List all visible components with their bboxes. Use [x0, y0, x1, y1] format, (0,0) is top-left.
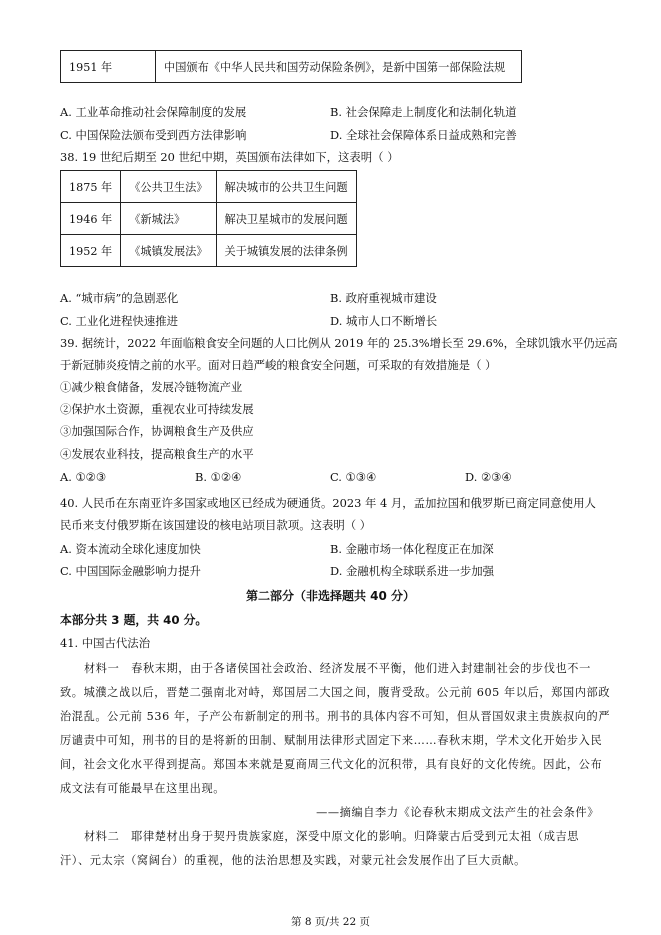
- q40-stem-line1: 40. 人民币在东南亚许多国家或地区已经成为硬通货。2023 年 4 月，孟加拉国和俄罗斯已商定同意使用人: [60, 496, 596, 510]
- q40-option-d: D. 金融机构全球联系进一步加强: [330, 564, 495, 578]
- table-cell-text: 中国颁布《中华人民共和国劳动保险条例》，是新中国第一部保险法规: [156, 51, 522, 83]
- q37-option-a: A. 工业革命推动社会保障制度的发展: [60, 105, 247, 119]
- q39-item-3: ③加强国际合作，协调粮食生产及供应: [60, 424, 254, 438]
- table-cell-desc: 解决卫星城市的发展问题: [216, 203, 356, 235]
- uk-laws-table: [60, 170, 357, 267]
- q41-material1-source: ——摘编自李力《论春秋末期成文法产生的社会条件》: [316, 806, 599, 819]
- q37-option-d: D. 全球社会保障体系日益成熟和完善: [330, 128, 517, 142]
- q40-option-a: A. 资本流动全球化速度加快: [60, 542, 201, 556]
- q40-option-b: B. 金融市场一体化程度正在加深: [330, 542, 494, 556]
- q39-option-b: B. ①②④: [195, 470, 242, 484]
- q41-material2-line: 材料二 耶律楚材出身于契丹贵族家庭，深受中原文化的影响。归降蒙古后受到元太祖（成吉思: [84, 830, 580, 843]
- q40-stem-line2: 民币来支付俄罗斯在该国建设的核电站项目款项。这表明（ ）: [60, 518, 372, 532]
- q39-item-2: ②保护水土资源，重视农业可持续发展: [60, 402, 254, 416]
- q38-option-c: C. 工业化进程快速推进: [60, 314, 179, 328]
- insurance-law-table: [60, 50, 522, 83]
- table-row: [61, 171, 357, 203]
- q39-stem-line2: 于新冠肺炎疫情之前的水平。面对日趋严峻的粮食安全问题，可采取的有效措施是（ ）: [60, 358, 497, 372]
- q39-item-4: ④发展农业科技，提高粮食生产的水平: [60, 447, 254, 461]
- q39-item-1: ①减少粮食储备，发展冷链物流产业: [60, 380, 243, 394]
- table-cell-law: 《公共卫生法》: [121, 171, 216, 203]
- table-cell-law: 《城镇发展法》: [121, 235, 216, 267]
- table-cell-law: 《新城法》: [121, 203, 216, 235]
- q39-option-d: D. ②③④: [465, 470, 512, 484]
- q37-option-c: C. 中国保险法颁布受到西方法律影响: [60, 128, 247, 142]
- q39-option-a: A. ①②③: [60, 470, 107, 484]
- table-cell-desc: 解决城市的公共卫生问题: [216, 171, 356, 203]
- q41-material2-line: 汗）、元太宗（窝阔台）的重视，他的法治思想及实践，对蒙元社会发展作出了巨大贡献。: [60, 854, 526, 867]
- part2-subtitle: 本部分共 3 题，共 40 分。: [60, 613, 208, 627]
- q41-material1-line: 治混乱。公元前 536 年，子产公布新制定的刑书。刑书的具体内容不可知，但从晋国奴隶主贵族叔向的严: [60, 710, 611, 723]
- q41-material1-line: 厉谴责中可知，刑书的目的是将新的田制、赋制用法律形式固定下来……春秋末期，学术文化开始步入民: [60, 734, 603, 747]
- table-row: [61, 235, 357, 267]
- q41-material1-line: 致。城濮之战以后，晋楚二强南北对峙，郑国居二大国之间，腹背受敌。公元前 605 年以后，郑国内部政: [60, 686, 611, 699]
- table-cell-year: 1952 年: [61, 235, 121, 267]
- q38-option-b: B. 政府重视城市建设: [330, 291, 437, 305]
- table-cell-desc: 关于城镇发展的法律条例: [216, 235, 356, 267]
- page-footer: 第 8 页/共 22 页: [291, 916, 370, 928]
- q41-material1-line: 成文法有可能最早在这里出现。: [60, 782, 226, 795]
- part2-title: 第二部分（非选择题共 40 分）: [245, 589, 416, 603]
- table-row: [61, 51, 522, 83]
- q40-option-c: C. 中国国际金融影响力提升: [60, 564, 201, 578]
- table-cell-year: 1946 年: [61, 203, 121, 235]
- q39-option-c: C. ①③④: [330, 470, 377, 484]
- q38-option-d: D. 城市人口不断增长: [330, 314, 438, 328]
- table-cell-year: 1951 年: [61, 51, 156, 83]
- q37-option-b: B. 社会保障走上制度化和法制化轨道: [330, 105, 517, 119]
- table-row: [61, 203, 357, 235]
- q39-stem-line1: 39. 据统计，2022 年面临粮食安全问题的人口比例从 2019 年的 25.3%增长至 29.6%，全球饥饿水平仍远高: [60, 336, 618, 350]
- q41-title: 41. 中国古代法治: [60, 636, 151, 650]
- q41-material1-line: 间，社会文化水平得到提高。郑国本来就是夏商周三代文化的沉积带，具有良好的文化传统。因此，公布: [60, 758, 603, 771]
- q41-material1-line: 材料一 春秋末期，由于各诸侯国社会政治、经济发展不平衡，他们进入封建制社会的步伐也不一: [84, 662, 591, 675]
- q38-option-a: A. “城市病”的急剧恶化: [60, 291, 179, 305]
- q38-stem: 38. 19 世纪后期至 20 世纪中期，英国颁布法律如下，这表明（ ）: [60, 150, 399, 164]
- table-cell-year: 1875 年: [61, 171, 121, 203]
